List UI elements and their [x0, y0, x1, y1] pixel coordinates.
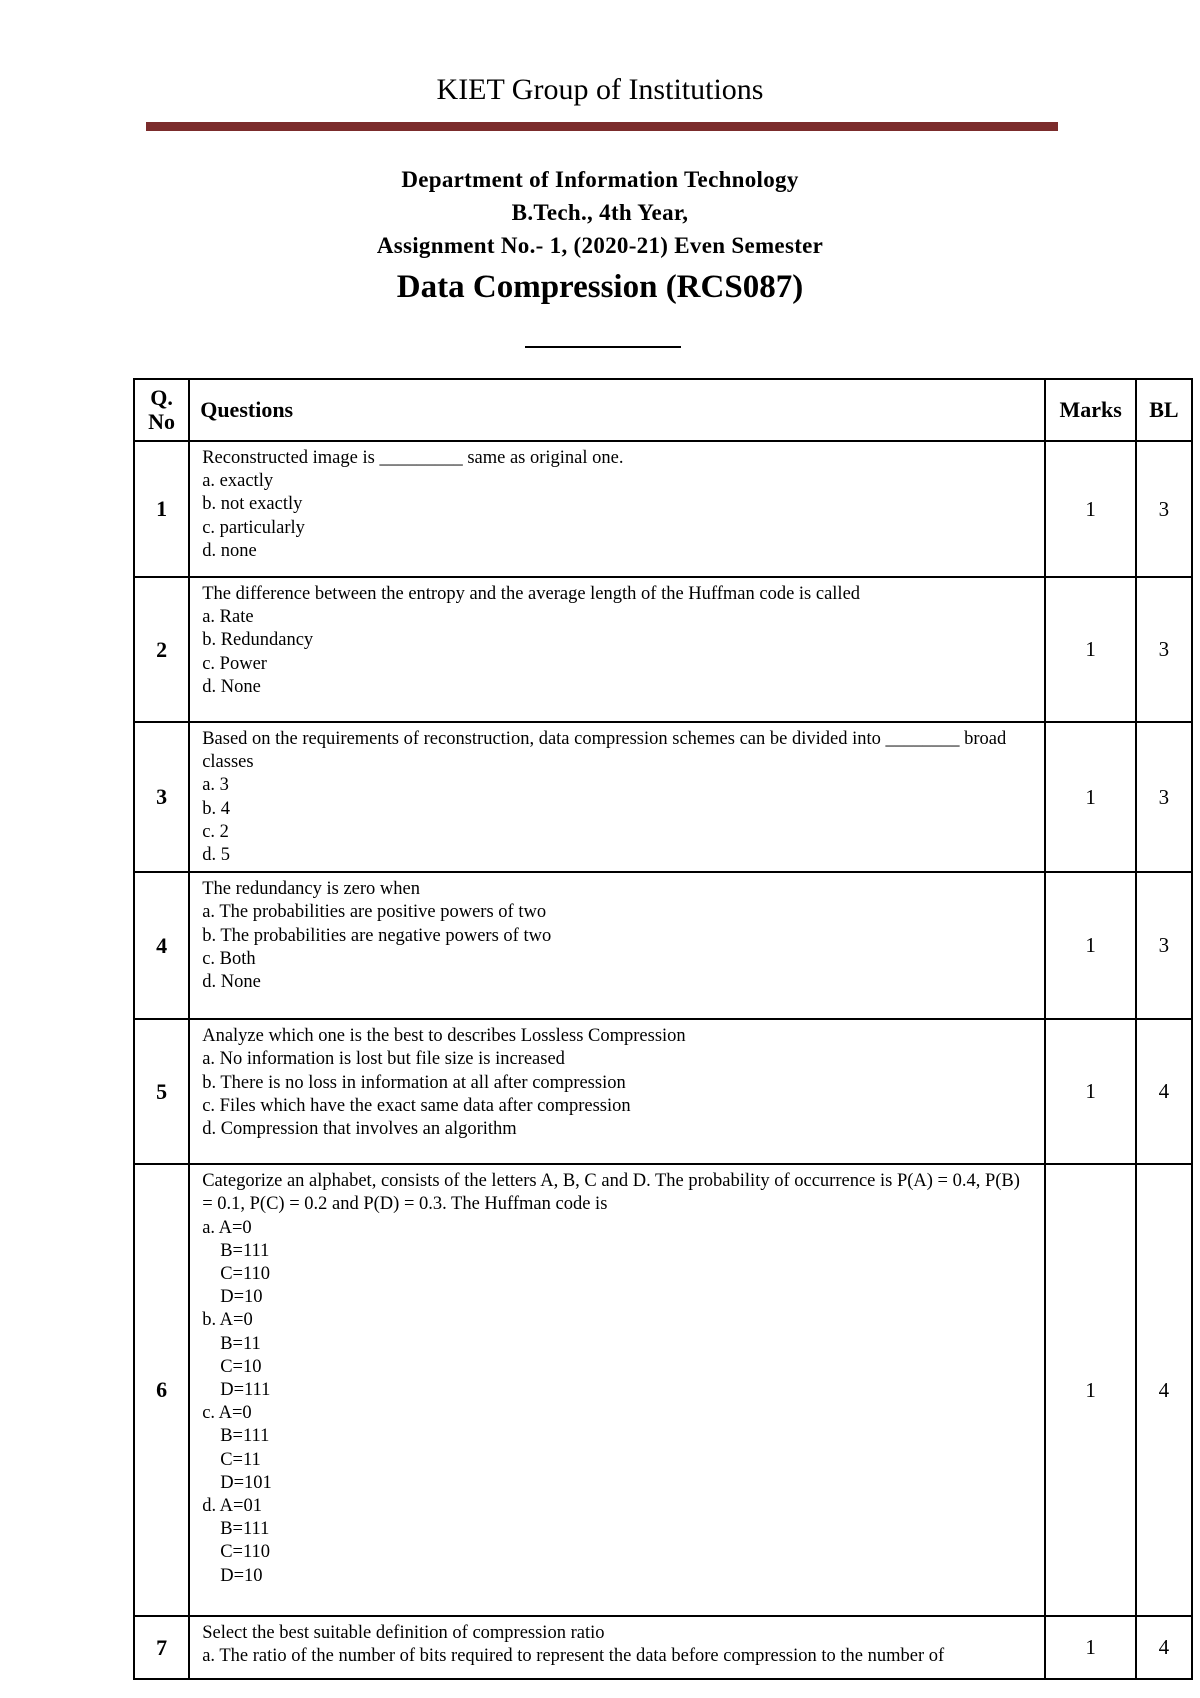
table-row	[134, 1164, 1192, 1616]
question-number: 4	[134, 872, 189, 1019]
table-header-row	[134, 379, 1192, 441]
question-number: 7	[134, 1616, 189, 1679]
answer-option: c. Power	[202, 653, 267, 674]
answer-option: C=10	[220, 1356, 262, 1377]
answer-option: C=110	[220, 1542, 271, 1563]
header-bl: BL	[1136, 379, 1192, 441]
answer-option: C=110	[220, 1264, 271, 1285]
question-text: Reconstructed image is _________ same as original one.	[202, 448, 624, 468]
answer-option: d. none	[202, 540, 257, 561]
marks-cell: 1	[1045, 1019, 1135, 1164]
program-line: B.Tech., 4th Year,	[511, 200, 689, 225]
header-questions: Questions	[189, 379, 1045, 441]
table-row	[134, 722, 1192, 872]
answer-option: d. Compression that involves an algorithm	[202, 1119, 517, 1140]
question-number: 1	[134, 441, 189, 577]
table-row	[134, 872, 1192, 1019]
marks-cell: 1	[1045, 722, 1135, 872]
separator-rule	[525, 346, 681, 348]
question-cell	[189, 1164, 1045, 1616]
question-text: Analyze which one is the best to describes Lossless Compression	[202, 1026, 686, 1047]
question-text: The difference between the entropy and the average length of the Huffman code is called	[202, 584, 861, 604]
question-cell	[189, 872, 1045, 1019]
question-text: Based on the requirements of reconstruction, data compression schemes can be divided into ________ broad classes	[202, 729, 1007, 773]
bl-cell: 3	[1136, 872, 1192, 1019]
questions-table	[133, 378, 1193, 1680]
question-cell	[189, 577, 1045, 722]
question-cell	[189, 1616, 1045, 1679]
bl-cell: 4	[1136, 1019, 1192, 1164]
answer-option: a. exactly	[202, 471, 274, 492]
answer-option: C=11	[220, 1449, 261, 1470]
answer-option: D=101	[220, 1472, 272, 1493]
answer-option: b. There is no loss in information at all after compression	[202, 1072, 626, 1093]
answer-option: c. Files which have the exact same data after compression	[202, 1095, 631, 1116]
table-row	[134, 441, 1192, 577]
answer-option: d. A=01	[202, 1496, 262, 1517]
question-text: Categorize an alphabet, consists of the letters A, B, C and D. The probability of occurrence is P(A) = 0.4, P(B) = 0.1, P(C) = 0.2 and P(D) = 0.3. The Huffman code is	[202, 1171, 1020, 1215]
answer-option: a. 3	[202, 775, 229, 796]
table-row	[134, 577, 1192, 722]
question-cell	[189, 1019, 1045, 1164]
answer-option: B=111	[220, 1519, 270, 1540]
answer-option: b. The probabilities are negative powers of two	[202, 925, 552, 946]
bl-cell: 4	[1136, 1616, 1192, 1679]
assignment-line: Assignment No.- 1, (2020-21) Even Semester	[376, 233, 824, 258]
answer-option: B=11	[220, 1333, 261, 1354]
answer-option: d. 5	[202, 845, 230, 866]
header-qno: Q. No	[134, 379, 189, 441]
table-body	[134, 441, 1192, 1679]
answer-option: b. 4	[202, 798, 230, 819]
course-title: Data Compression (RCS087)	[396, 269, 804, 305]
answer-option: D=10	[220, 1287, 263, 1308]
answer-option: b. A=0	[202, 1310, 253, 1331]
question-number: 3	[134, 722, 189, 872]
answer-option: a. No information is lost but file size is increased	[202, 1049, 565, 1070]
heading-block	[0, 163, 1200, 310]
department-line: Department of Information Technology	[401, 167, 799, 192]
marks-cell: 1	[1045, 1616, 1135, 1679]
answer-option: B=111	[220, 1240, 270, 1261]
answer-option: a. Rate	[202, 607, 254, 628]
answer-option: a. The probabilities are positive powers of two	[202, 902, 547, 923]
answer-option: c. Both	[202, 948, 256, 969]
question-number: 6	[134, 1164, 189, 1616]
institution-title: KIET Group of Institutions	[436, 73, 764, 106]
bl-cell: 3	[1136, 722, 1192, 872]
question-cell	[189, 722, 1045, 872]
answer-option: D=111	[220, 1380, 271, 1401]
answer-option: c. particularly	[202, 517, 305, 538]
marks-cell: 1	[1045, 441, 1135, 577]
marks-cell: 1	[1045, 577, 1135, 722]
marks-cell: 1	[1045, 872, 1135, 1019]
bl-cell: 4	[1136, 1164, 1192, 1616]
answer-option: D=10	[220, 1565, 263, 1586]
question-number: 2	[134, 577, 189, 722]
question-text: Select the best suitable definition of compression ratio	[202, 1623, 605, 1644]
bl-cell: 3	[1136, 577, 1192, 722]
answer-option: a. The ratio of the number of bits required to represent the data before compression to the number of	[202, 1646, 945, 1667]
table-row	[134, 1019, 1192, 1164]
bl-cell: 3	[1136, 441, 1192, 577]
answer-option: a. A=0	[202, 1217, 252, 1238]
answer-option: b. Redundancy	[202, 630, 314, 651]
answer-option: d. None	[202, 972, 261, 993]
answer-option: B=111	[220, 1426, 270, 1447]
marks-cell: 1	[1045, 1164, 1135, 1616]
answer-option: c. 2	[202, 821, 229, 842]
question-text: The redundancy is zero when	[202, 879, 421, 900]
header-marks: Marks	[1045, 379, 1135, 441]
answer-option: c. A=0	[202, 1403, 252, 1424]
answer-option: b. not exactly	[202, 494, 303, 515]
question-number: 5	[134, 1019, 189, 1164]
answer-option: d. None	[202, 676, 261, 697]
question-cell	[189, 441, 1045, 577]
table-row	[134, 1616, 1192, 1679]
header-rule	[146, 122, 1058, 131]
